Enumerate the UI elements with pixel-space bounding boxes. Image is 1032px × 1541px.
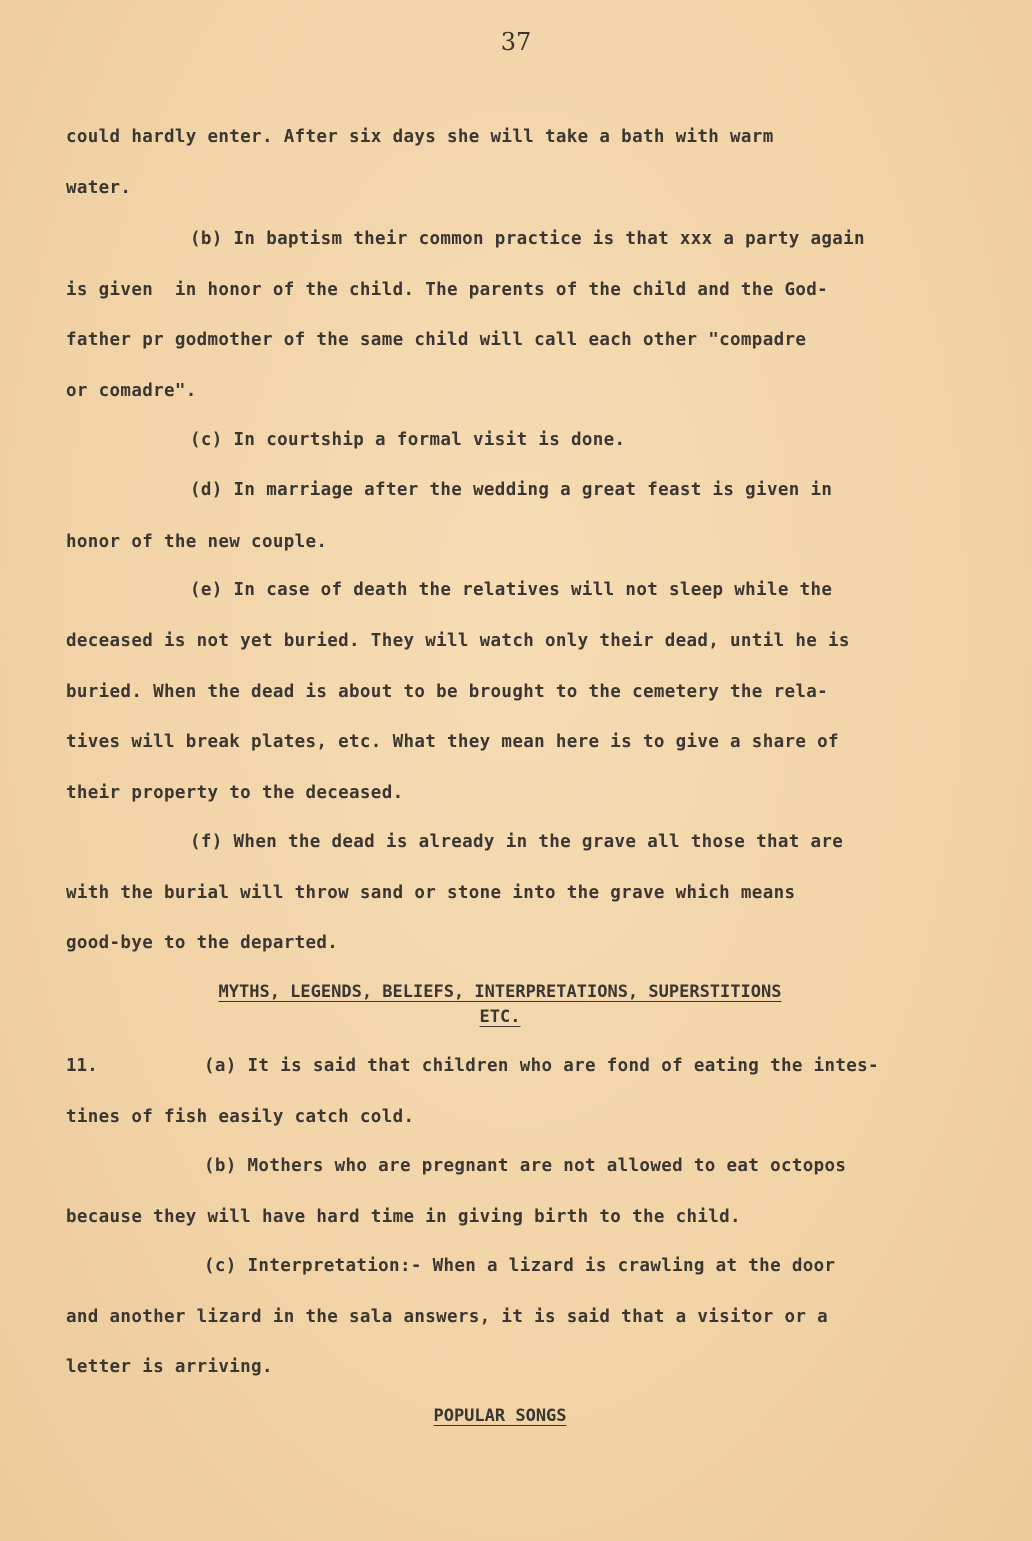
text-line: is given in honor of the child. The parents of the child and the God- [66,280,829,300]
text-line: (c) In courtship a formal visit is done. [190,430,626,450]
text-line: their property to the deceased. [66,783,404,803]
text-line: could hardly enter. After six days she will take a bath with warm [66,127,774,147]
text-line: (e) In case of death the relatives will not sleep while the [190,580,833,600]
text-line: (b) Mothers who are pregnant are not allowed to eat octopos [204,1156,847,1176]
text-line: (c) Interpretation:- When a lizard is crawling at the door [204,1256,836,1276]
text-line: with the burial will throw sand or stone into the grave which means [66,883,796,903]
text-line: (a) It is said that children who are fond of eating the intes- [204,1056,879,1076]
text-line: and another lizard in the sala answers, it is said that a visitor or a [66,1307,829,1327]
text-line: (f) When the dead is already in the grave all those that are [190,832,844,852]
text-line: good-bye to the departed. [66,933,339,953]
text-line: buried. When the dead is about to be brought to the cemetery the rela- [66,682,829,702]
text-line: water. [66,178,132,198]
text-line: because they will have hard time in giving birth to the child. [66,1207,741,1227]
text-line: honor of the new couple. [66,532,328,552]
text-line: deceased is not yet buried. They will watch only their dead, until he is [66,631,850,651]
text-line: letter is arriving. [66,1357,273,1377]
page-number: 37 [500,28,532,56]
text-line: (b) In baptism their common practice is that xxx a party again [190,229,865,249]
section-heading-popular-songs: POPULAR SONGS [433,1406,567,1426]
text-line: or comadre". [66,381,197,401]
item-number: 11. [66,1056,98,1076]
text-line: father pr godmother of the same child will call each other "compadre [66,330,807,350]
text-line: (d) In marriage after the wedding a great feast is given in [190,480,833,500]
text-line: tives will break plates, etc. What they mean here is to give a share of [66,732,839,752]
section-heading-etc: ETC. [479,1007,521,1027]
text-line: tines of fish easily catch cold. [66,1107,415,1127]
section-heading-myths: MYTHS, LEGENDS, BELIEFS, INTERPRETATIONS, SUPERSTITIONS [218,982,782,1002]
